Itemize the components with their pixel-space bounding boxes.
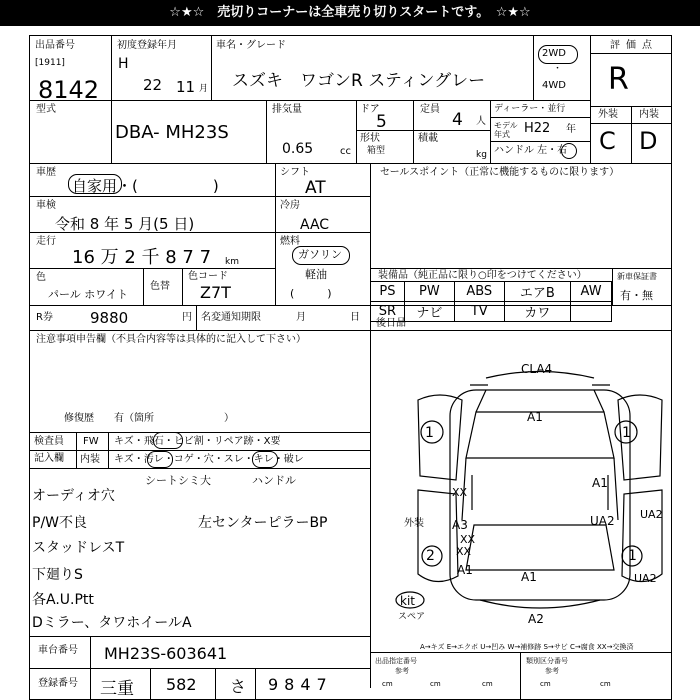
equip-pw: PW xyxy=(404,282,454,302)
footer-ref-2: 参考 xyxy=(545,667,559,675)
diagram-kit: kit xyxy=(400,594,415,608)
r-ticket-label: R券 xyxy=(36,312,53,323)
banner: ☆★☆ 売切りコーナーは全車売り切りスタートです。 ☆★☆ xyxy=(0,0,700,26)
load-label: 積載 xyxy=(418,133,438,144)
footer-cm-2: cm xyxy=(430,680,441,688)
car-diagram xyxy=(380,360,670,630)
score-int-value: D xyxy=(639,127,658,155)
history-circle xyxy=(68,174,122,194)
after-install-label: 後日品 xyxy=(376,318,406,329)
footer-cm-5: cm xyxy=(600,680,611,688)
shape-label: 形状 xyxy=(360,133,380,144)
score-int-label: 内装 xyxy=(639,109,659,120)
r-ticket-unit: 円 xyxy=(182,312,192,323)
diagram-xx-1: XX xyxy=(452,486,468,499)
model-label: 型式 xyxy=(36,104,56,115)
notes-label: 注意事項申告欄（不具合内容等は具体的に記入して下さい） xyxy=(36,334,306,345)
diagram-a1-bottom: A1 xyxy=(521,570,537,584)
model-value: DBA- MH23S xyxy=(115,122,229,143)
doors-value: 5 xyxy=(376,112,387,132)
car-name-label: 車名・グレード xyxy=(216,40,286,51)
first-reg-month-unit: 月 xyxy=(199,84,209,94)
remark-6: Dミラー、タワホイールA xyxy=(32,615,192,631)
lot-number: 8142 xyxy=(38,76,100,104)
footer-cm-3: cm xyxy=(482,680,493,688)
notice-day: 日 xyxy=(350,312,360,323)
circle-1-fr: 1 xyxy=(622,425,631,441)
remark-pillar: 左センターピラーBP xyxy=(198,515,328,531)
diagram-a1-right: A1 xyxy=(592,476,608,490)
diagram-ua2-far: UA2 xyxy=(640,508,663,521)
lot-label: 出品番号 xyxy=(35,40,75,51)
diagram-xx-2: XX xyxy=(460,533,476,546)
new-car-warranty-label: 新車保証書 xyxy=(617,272,657,281)
footer-ref-1: 参考 xyxy=(395,667,409,675)
remark-1: オーディオ穴 xyxy=(32,488,115,504)
diagram-outer: 外装 xyxy=(404,518,424,529)
diagram-ua2-right: UA2 xyxy=(590,514,615,528)
displacement-label: 排気量 xyxy=(272,104,302,115)
diagram-a3: A3 xyxy=(452,518,468,532)
history-label: 車歴 xyxy=(36,167,56,178)
int-items: キズ・汚レ・コゲ・穴・スレ・キレ・破レ xyxy=(114,454,304,465)
equip-airbag: エアB xyxy=(504,282,571,302)
equipment-table xyxy=(370,281,612,322)
handle-note: ハンドル xyxy=(252,474,296,487)
diagram-a1-top: A1 xyxy=(527,410,543,424)
fuel-label: 燃料 xyxy=(280,236,300,247)
circle-2-rl: 2 xyxy=(426,548,435,564)
equip-ps: PS xyxy=(371,282,405,302)
diagram-spare: スペア xyxy=(398,612,426,622)
chassis-label: 車台番号 xyxy=(38,645,78,656)
equip-abs: ABS xyxy=(454,282,504,302)
color-code-label: 色コード xyxy=(188,271,228,282)
int-label: 内装 xyxy=(80,454,100,465)
equip-tv: TV xyxy=(454,302,504,322)
equip-sr: SR xyxy=(371,302,405,322)
color-label: 色 xyxy=(36,272,46,283)
remark-2: P/W不良 xyxy=(32,515,88,531)
lot-code: [1911] xyxy=(35,58,65,68)
inspection-value: 令和 8 年 5 月(5 日) xyxy=(55,215,195,233)
model-year-value: H22 xyxy=(524,121,551,136)
capacity-label: 定員 xyxy=(420,104,440,115)
footer-cm-1: cm xyxy=(382,680,393,688)
mileage-label: 走行 xyxy=(36,236,56,247)
plate-serial: 9847 xyxy=(268,675,333,694)
score-ext-value: C xyxy=(599,127,616,155)
plate-pref: 三重 xyxy=(100,679,134,699)
repair-history: 修復歴 有（箇所 ） xyxy=(64,413,234,424)
seat-stain-note: シートシミ大 xyxy=(145,474,211,487)
mileage-unit: km xyxy=(225,257,239,267)
footer-cm-4: cm xyxy=(540,680,551,688)
load-unit: kg xyxy=(476,150,487,160)
circle-1-rr: 1 xyxy=(628,548,637,564)
shape-value: 箱型 xyxy=(367,146,386,156)
first-reg-era: H xyxy=(118,56,129,72)
equip-leather: カワ xyxy=(504,302,571,322)
r-ticket-value: 9880 xyxy=(90,309,129,327)
fuel-diesel: 軽油 xyxy=(305,268,327,281)
color-value: パール ホワイト xyxy=(48,288,128,301)
cooling-value: AAC xyxy=(300,217,330,233)
model-year-unit: 年 xyxy=(566,124,576,135)
diagram-front: CLA4 xyxy=(521,362,553,376)
equip-empty xyxy=(571,302,612,322)
score-ext-label: 外装 xyxy=(598,109,618,120)
drive-4wd: 4WD xyxy=(542,80,566,91)
diagram-a1-left: A1 xyxy=(457,563,473,577)
first-reg-year: 22 xyxy=(143,76,163,94)
int-stain-circle xyxy=(147,451,173,468)
damage-legend: A→キズ E→エクボ U→凹み W→補修跡 S→サビ C→腐食 XX→交換済 xyxy=(420,643,634,651)
inspection-label: 車検 xyxy=(36,200,56,211)
handle-right-circle xyxy=(561,143,577,159)
model-year-label: モデル年式 xyxy=(494,121,518,139)
mileage-value: 16 万 2 千 8 7 7 xyxy=(72,247,212,268)
score-label: 評価点 xyxy=(610,40,658,51)
diagram-xx-3: XX xyxy=(456,545,472,558)
plate-kana: さ xyxy=(230,677,247,696)
displacement-unit: cc xyxy=(340,146,351,157)
remark-4: 下廻りS xyxy=(32,567,83,583)
shift-value: AT xyxy=(305,178,326,198)
entry-label: 記入欄 xyxy=(34,453,64,464)
int-scuff-circle xyxy=(252,451,278,468)
first-reg-label: 初度登録年月 xyxy=(117,40,177,51)
new-car-warranty-value: 有・無 xyxy=(620,289,653,302)
drive-2wd: 2WD xyxy=(542,48,566,59)
remark-5: 各A.U.Ptt xyxy=(32,592,94,608)
inspector-label: 検査員 xyxy=(34,436,64,447)
displacement-value: 0.65 xyxy=(282,141,314,157)
sales-point-label: セールスポイント（正常に機能するものに限ります） xyxy=(380,167,620,178)
cooling-label: 冷房 xyxy=(280,200,300,211)
remark-3: スタッドレスT xyxy=(32,540,125,556)
fuel-paren: ( ) xyxy=(290,287,332,300)
notice-month: 月 xyxy=(296,312,306,323)
footer-class-label: 類別区分番号 xyxy=(526,657,568,665)
doors-label: ドア xyxy=(360,104,380,115)
notice-label: 名変通知期限 xyxy=(201,312,261,323)
fuel-gas: ガソリン xyxy=(298,248,342,261)
car-name: スズキ ワゴンR スティングレー xyxy=(232,71,486,91)
diagram-ua2-bottom: UA2 xyxy=(634,572,657,585)
capacity-unit: 人 xyxy=(476,116,486,127)
capacity-value: 4 xyxy=(452,110,463,130)
color-code: Z7T xyxy=(200,283,231,302)
equip-aw: AW xyxy=(571,282,612,302)
first-reg-month: 11 xyxy=(176,78,196,96)
handle-label: ハンドル 左・右 xyxy=(494,145,568,156)
fuel-gas-circle xyxy=(292,246,350,265)
shift-label: シフト xyxy=(280,167,310,178)
equipment-label: 装備品（純正品に限り○印をつけてください） xyxy=(378,270,587,281)
equip-navi: ナビ xyxy=(404,302,454,322)
score-value: R xyxy=(608,62,629,97)
footer-exhibit-label: 出品指定番号 xyxy=(375,657,417,665)
history-value: 自家用・( ) xyxy=(72,177,219,195)
plate-label: 登録番号 xyxy=(38,678,78,689)
fw-label: FW xyxy=(83,436,99,447)
chassis-value: MH23S-603641 xyxy=(104,644,228,663)
dealer-label: ディーラー・並行 xyxy=(494,104,566,114)
circle-1-fl: 1 xyxy=(425,425,434,441)
color-change-label: 色替 xyxy=(150,281,170,292)
diagram-a2: A2 xyxy=(528,612,544,626)
plate-num: 582 xyxy=(166,675,197,694)
fw-items: キズ・飛石・ヒビ割・リペア跡・X要 xyxy=(114,436,281,447)
fw-stone-circle xyxy=(153,432,183,449)
